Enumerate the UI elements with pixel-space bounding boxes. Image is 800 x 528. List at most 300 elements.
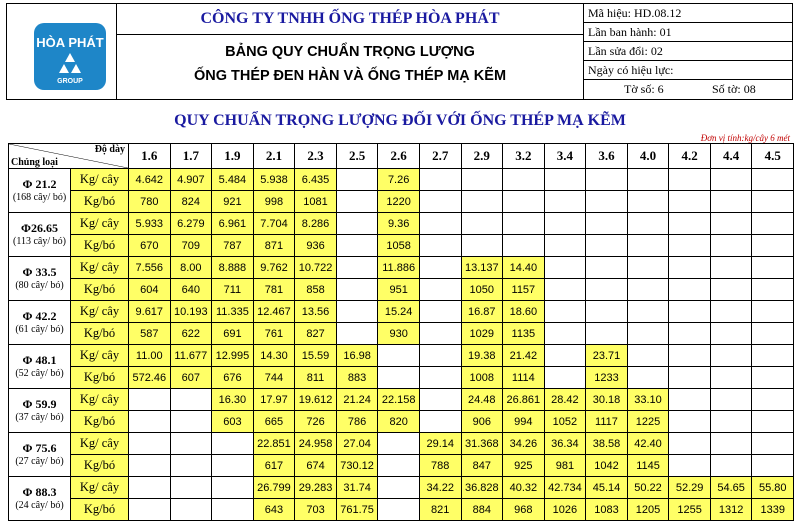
weight-cell [752,455,794,477]
weight-cell: 906 [461,411,503,433]
thickness-header: 3.4 [544,144,586,169]
weight-cell [419,191,461,213]
weight-cell [336,301,378,323]
unit-per-bar: Kg/ cây [71,345,129,367]
weight-cell [752,301,794,323]
weight-cell: 21.42 [503,345,545,367]
weight-cell: 24.958 [295,433,337,455]
weight-cell [586,169,628,191]
table-row [9,235,794,257]
weight-cell: 640 [170,279,212,301]
weight-cell: 786 [336,411,378,433]
meta-page-number: Tờ số: 6 [624,82,664,96]
weight-cell: 936 [295,235,337,257]
weight-cell [544,169,586,191]
weight-cell: 36.34 [544,433,586,455]
weight-cell [752,169,794,191]
weight-cell: 1205 [627,499,669,521]
weight-cell: 981 [544,455,586,477]
thickness-header: 4.4 [710,144,752,169]
weight-cell: 6.279 [170,213,212,235]
weight-cell [378,433,420,455]
weight-cell [627,345,669,367]
weight-cell: 16.87 [461,301,503,323]
thickness-header: 4.5 [752,144,794,169]
weight-cell: 1233 [586,367,628,389]
thickness-header: 4.2 [669,144,711,169]
weight-cell [461,191,503,213]
table-body [9,169,794,521]
weight-cell: 643 [253,499,295,521]
weight-cell: 11.886 [378,257,420,279]
weight-cell [752,191,794,213]
weight-cell: 50.22 [627,477,669,499]
logo-group-text: GROUP [57,78,83,85]
table-row [9,345,794,367]
weight-cell: 13.56 [295,301,337,323]
weight-cell: 1029 [461,323,503,345]
weight-cell: 28.42 [544,389,586,411]
weight-cell [669,213,711,235]
thickness-header: 2.6 [378,144,420,169]
weight-cell [503,213,545,235]
weight-cell: 607 [170,367,212,389]
meta-effective-date: Ngày có hiệu lực: [584,61,792,80]
weight-cell [544,323,586,345]
table-row [9,257,794,279]
weight-cell [627,235,669,257]
weight-cell [378,499,420,521]
weight-cell [669,257,711,279]
weight-cell: 1083 [586,499,628,521]
weight-cell: 29.14 [419,433,461,455]
weight-cell: 6.435 [295,169,337,191]
weight-cell [627,279,669,301]
weight-cell: 744 [253,367,295,389]
weight-cell [627,213,669,235]
weight-cell: 1081 [295,191,337,213]
weight-cell: 781 [253,279,295,301]
weight-cell [170,433,212,455]
weight-cell: 16.30 [212,389,254,411]
pipe-size-cell [9,257,71,301]
weight-cell [419,367,461,389]
weight-cell: 4.907 [170,169,212,191]
weight-cell [669,455,711,477]
unit-note: Đơn vị tính:kg/cây 6 mét [700,133,790,143]
weight-cell: 691 [212,323,254,345]
weight-cell: 709 [170,235,212,257]
weight-cell [503,169,545,191]
weight-cell [461,213,503,235]
weight-cell [336,257,378,279]
corner-header [9,144,129,169]
table-row [9,191,794,213]
pipe-size: Φ 75.6 [22,440,57,455]
unit-per-bundle: Kg/bó [71,367,129,389]
weight-cell: 1008 [461,367,503,389]
weight-cell [752,235,794,257]
weight-cell [710,411,752,433]
bundle-count: (27 cây/ bó) [15,455,64,467]
weight-cell [752,411,794,433]
weight-cell [752,433,794,455]
weight-cell [544,213,586,235]
weight-cell [336,323,378,345]
weight-cell: 821 [419,499,461,521]
weight-cell: 13.137 [461,257,503,279]
weight-cell: 1114 [503,367,545,389]
weight-cell: 24.48 [461,389,503,411]
weight-cell: 827 [295,323,337,345]
weight-cell: 871 [253,235,295,257]
weight-cell: 12.467 [253,301,295,323]
pipe-size-cell [9,389,71,433]
weight-cell [129,477,171,499]
weight-cell [752,257,794,279]
weight-cell [129,455,171,477]
weight-cell: 925 [503,455,545,477]
weight-cell [336,191,378,213]
weight-cell [419,301,461,323]
pipe-size-cell [9,345,71,389]
weight-cell [752,389,794,411]
weight-cell [752,213,794,235]
weight-cell: 19.38 [461,345,503,367]
weight-cell [336,169,378,191]
weight-cell [710,279,752,301]
weight-cell [544,345,586,367]
pipe-size: Φ 59.9 [22,396,57,411]
weight-cell: 761.75 [336,499,378,521]
weight-cell [586,301,628,323]
weight-cell [586,213,628,235]
weight-cell [212,455,254,477]
weight-cell [710,191,752,213]
meta-code: Mã hiệu: HD.08.12 [584,4,792,23]
weight-cell: 14.30 [253,345,295,367]
table-row [9,411,794,433]
weight-cell: 1225 [627,411,669,433]
weight-cell [752,279,794,301]
weight-cell: 1255 [669,499,711,521]
weight-cell: 11.677 [170,345,212,367]
weight-cell: 951 [378,279,420,301]
bundle-count: (37 cây/ bó) [15,411,64,423]
weight-cell: 994 [503,411,545,433]
weight-cell [710,367,752,389]
weight-cell [627,257,669,279]
weight-cell [129,389,171,411]
table-row [9,389,794,411]
weight-cell: 847 [461,455,503,477]
unit-per-bar: Kg/ cây [71,477,129,499]
unit-per-bar: Kg/ cây [71,213,129,235]
weight-cell: 5.484 [212,169,254,191]
weight-cell: 14.40 [503,257,545,279]
unit-per-bar: Kg/ cây [71,169,129,191]
pipe-size: Φ 21.2 [22,176,57,191]
weight-cell: 10.193 [170,301,212,323]
weight-cell [586,235,628,257]
weight-cell [170,477,212,499]
weight-cell: 29.283 [295,477,337,499]
weight-cell: 674 [295,455,337,477]
weight-cell: 22.158 [378,389,420,411]
weight-cell: 1058 [378,235,420,257]
weight-cell [710,433,752,455]
weight-cell [419,345,461,367]
weight-cell: 603 [212,411,254,433]
weight-cell [419,169,461,191]
weight-cell: 40.32 [503,477,545,499]
weight-cell [170,455,212,477]
weight-cell: 12.995 [212,345,254,367]
unit-per-bundle: Kg/bó [71,279,129,301]
weight-cell [378,477,420,499]
meta-revision: Lần sửa đổi: 02 [584,42,792,61]
weight-cell: 622 [170,323,212,345]
meta-page-total: Số tờ: 08 [712,82,756,96]
weight-cell [752,345,794,367]
thickness-header: 1.7 [170,144,212,169]
pipe-size: Φ 88.3 [22,484,57,499]
unit-per-bundle: Kg/bó [71,411,129,433]
weight-cell: 38.58 [586,433,628,455]
unit-per-bundle: Kg/bó [71,455,129,477]
thickness-header: 3.2 [503,144,545,169]
thickness-header: 2.1 [253,144,295,169]
table-row [9,499,794,521]
weight-cell [710,235,752,257]
thickness-header: 4.0 [627,144,669,169]
section-title: QUY CHUẨN TRỌNG LƯỢNG ĐỐI VỚI ỐNG THÉP MẠ KẼM [174,112,626,129]
weight-cell [419,323,461,345]
unit-per-bundle: Kg/bó [71,191,129,213]
logo-cell [7,4,117,99]
table-row [9,367,794,389]
weight-cell: 1135 [503,323,545,345]
weight-cell: 55.80 [752,477,794,499]
unit-per-bundle: Kg/bó [71,499,129,521]
weight-cell [544,257,586,279]
table-row [9,477,794,499]
weight-cell: 8.00 [170,257,212,279]
weight-cell [419,389,461,411]
weight-cell [170,411,212,433]
weight-cell: 1312 [710,499,752,521]
weight-cell: 17.97 [253,389,295,411]
weight-cell: 726 [295,411,337,433]
table-row [9,213,794,235]
pipe-size-cell [9,169,71,213]
weight-cell: 8.888 [212,257,254,279]
weight-cell [669,345,711,367]
weight-cell: 19.612 [295,389,337,411]
bundle-count: (80 cây/ bó) [15,279,64,291]
weight-cell [419,257,461,279]
weight-cell [378,345,420,367]
weight-cell [752,367,794,389]
weight-cell: 31.368 [461,433,503,455]
bundle-count: (24 cây/ bó) [15,499,64,511]
unit-per-bundle: Kg/bó [71,235,129,257]
weight-cell: 23.71 [586,345,628,367]
weight-cell: 1157 [503,279,545,301]
weight-cell [627,323,669,345]
weight-cell [669,367,711,389]
weight-cell [710,257,752,279]
weight-cell: 36.828 [461,477,503,499]
weight-cell: 9.617 [129,301,171,323]
pipe-size: Φ 48.1 [22,352,57,367]
pipe-size-cell [9,477,71,521]
weight-cell [419,411,461,433]
thickness-header: 1.6 [129,144,171,169]
weight-cell [461,169,503,191]
thickness-header: 1.9 [212,144,254,169]
weight-cell: 42.40 [627,433,669,455]
weight-cell: 617 [253,455,295,477]
unit-per-bundle: Kg/bó [71,323,129,345]
pipe-size: Φ 42.2 [22,308,57,323]
weight-cell: 30.18 [586,389,628,411]
document-title-line-1: BẢNG QUY CHUẨN TRỌNG LƯỢNG [225,44,475,60]
weight-cell: 1145 [627,455,669,477]
weight-cell [669,279,711,301]
weight-cell [170,389,212,411]
weight-cell [212,499,254,521]
weight-cell: 670 [129,235,171,257]
weight-cell: 1026 [544,499,586,521]
weight-cell [419,235,461,257]
weight-cell: 1339 [752,499,794,521]
weight-cell [669,301,711,323]
weight-cell [461,235,503,257]
weight-cell: 7.26 [378,169,420,191]
weight-cell: 9.762 [253,257,295,279]
weight-cell [627,367,669,389]
weight-cell: 921 [212,191,254,213]
weight-cell [752,323,794,345]
weight-cell [669,169,711,191]
weight-cell [710,323,752,345]
weight-cell: 7.704 [253,213,295,235]
thickness-header: 2.7 [419,144,461,169]
unit-per-bar: Kg/ cây [71,301,129,323]
weight-cell [129,411,171,433]
weight-cell: 858 [295,279,337,301]
weight-cell: 787 [212,235,254,257]
weight-cell: 1052 [544,411,586,433]
weight-cell [669,433,711,455]
weight-cell [419,279,461,301]
weight-cell [336,213,378,235]
weight-cell [710,455,752,477]
weight-cell: 676 [212,367,254,389]
weight-cell: 761 [253,323,295,345]
weight-cell [710,301,752,323]
pipe-size-cell [9,433,71,477]
weight-cell: 11.00 [129,345,171,367]
weight-cell: 820 [378,411,420,433]
weight-cell: 8.286 [295,213,337,235]
corner-type-label: Chủng loại [11,157,58,168]
unit-per-bar: Kg/ cây [71,257,129,279]
thickness-header: 2.5 [336,144,378,169]
pipe-size: Φ 33.5 [22,264,57,279]
company-name: CÔNG TY TNHH ỐNG THÉP HÒA PHÁT [117,4,583,35]
weight-cell [586,279,628,301]
table-row [9,301,794,323]
weight-cell [627,191,669,213]
weight-cell [586,323,628,345]
weight-cell: 27.04 [336,433,378,455]
weight-cell: 21.24 [336,389,378,411]
weight-cell [710,169,752,191]
weight-cell [669,389,711,411]
pipe-size-cell [9,301,71,345]
weight-cell: 22.851 [253,433,295,455]
weight-cell [170,499,212,521]
table-row [9,323,794,345]
weight-cell: 1050 [461,279,503,301]
weight-cell [212,477,254,499]
hoa-phat-logo [34,23,106,90]
table-row [9,433,794,455]
weight-cell [544,367,586,389]
weight-cell: 31.74 [336,477,378,499]
weight-cell: 572.46 [129,367,171,389]
weight-cell [378,367,420,389]
meta-page-row [584,80,792,99]
weight-cell [669,323,711,345]
weight-cell: 16.98 [336,345,378,367]
weight-cell: 998 [253,191,295,213]
thickness-header-row [9,144,794,169]
logo-brand-text: HÒA PHÁT [36,35,104,50]
weight-cell [336,279,378,301]
weight-cell: 18.60 [503,301,545,323]
weight-cell: 15.59 [295,345,337,367]
weight-cell [336,235,378,257]
weight-cell: 788 [419,455,461,477]
thickness-header: 2.3 [295,144,337,169]
weight-cell [710,389,752,411]
unit-per-bar: Kg/ cây [71,389,129,411]
weight-cell: 824 [170,191,212,213]
weight-cell: 26.861 [503,389,545,411]
weight-cell: 1220 [378,191,420,213]
weight-cell: 10.722 [295,257,337,279]
weight-cell: 811 [295,367,337,389]
weight-cell [544,191,586,213]
unit-per-bar: Kg/ cây [71,433,129,455]
weight-cell: 5.933 [129,213,171,235]
weight-cell: 780 [129,191,171,213]
bundle-count: (113 cây/ bó) [13,235,66,247]
weight-cell [544,301,586,323]
triangles-icon [56,53,84,75]
weight-cell: 11.335 [212,301,254,323]
weight-cell: 45.14 [586,477,628,499]
title-cell [117,4,584,99]
weight-cell [586,257,628,279]
weight-cell [503,235,545,257]
bundle-count: (61 cây/ bó) [15,323,64,335]
weight-cell: 26.799 [253,477,295,499]
weight-cell: 968 [503,499,545,521]
